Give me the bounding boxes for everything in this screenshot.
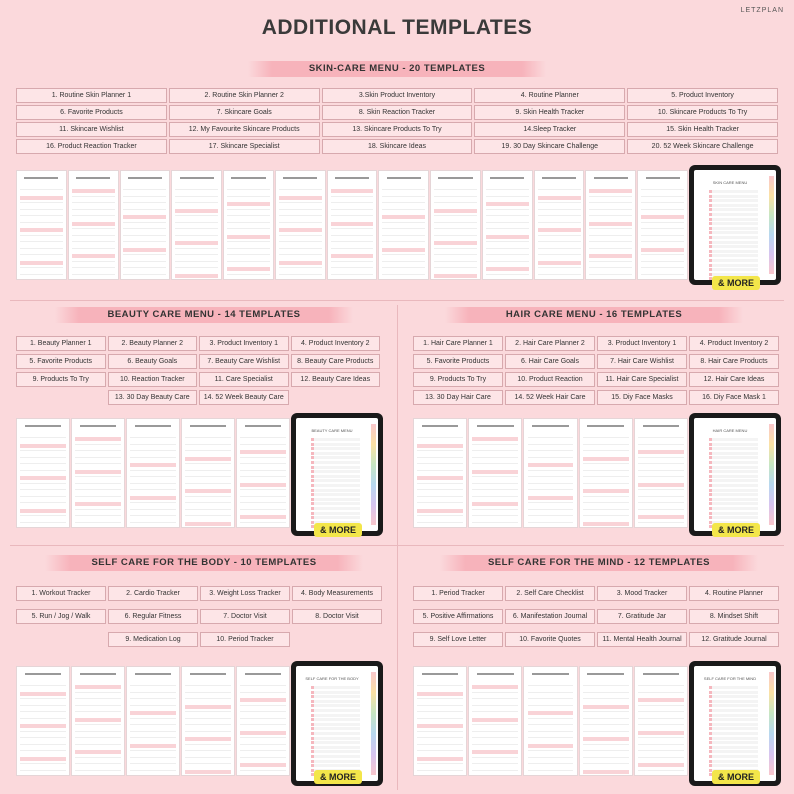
beauty-more-badge: & MORE xyxy=(314,523,362,537)
column-divider xyxy=(397,305,398,790)
template-page-preview xyxy=(223,170,274,280)
menu-row xyxy=(709,512,758,515)
template-list-item: 20. 52 Week Skincare Challenge xyxy=(627,139,778,154)
template-list-item: 8. Doctor Visit xyxy=(292,609,382,624)
template-page-preview xyxy=(523,418,577,528)
menu-row xyxy=(709,452,758,455)
body-tablet-preview xyxy=(291,661,383,786)
template-list-item: 9. Products To Try xyxy=(413,372,503,387)
template-list-item: 13. 30 Day Beauty Care xyxy=(108,390,198,405)
template-list-item: 14. 52 Week Hair Care xyxy=(505,390,595,405)
mind-menu-screen-title: SELF CARE FOR THE MIND xyxy=(703,676,757,681)
beauty-tablet-preview xyxy=(291,413,383,536)
menu-row xyxy=(311,443,360,446)
menu-row xyxy=(709,760,758,763)
template-page-preview xyxy=(16,418,70,528)
template-list-item: 3. Product Inventory 1 xyxy=(199,336,289,351)
template-list-item: 8. Hair Care Products xyxy=(689,354,779,369)
template-page-preview xyxy=(523,666,577,776)
menu-row xyxy=(709,493,758,496)
menu-row xyxy=(311,691,360,694)
menu-row xyxy=(311,438,360,441)
menu-row xyxy=(709,709,758,712)
skin-menu-screen xyxy=(694,170,776,280)
section-divider xyxy=(10,545,784,546)
menu-row xyxy=(311,750,360,753)
menu-row xyxy=(311,709,360,712)
template-page-preview xyxy=(482,170,533,280)
template-page-preview xyxy=(120,170,171,280)
menu-row xyxy=(709,718,758,721)
menu-row xyxy=(311,466,360,469)
menu-row xyxy=(311,686,360,689)
menu-row xyxy=(311,507,360,510)
hair-template-previews xyxy=(413,418,689,528)
template-list-item: 12. Hair Care Ideas xyxy=(689,372,779,387)
menu-row xyxy=(709,456,758,459)
template-list-item: 7. Hair Care Wishlist xyxy=(597,354,687,369)
menu-row xyxy=(311,764,360,767)
menu-row xyxy=(311,470,360,473)
tab-strip xyxy=(769,672,774,775)
template-list-item: 13. 30 Day Hair Care xyxy=(413,390,503,405)
template-page-preview xyxy=(579,666,633,776)
mind-more-badge: & MORE xyxy=(712,770,760,784)
template-list-item: 1. Beauty Planner 1 xyxy=(16,336,106,351)
template-list-item: 11. Hair Care Specialist xyxy=(597,372,687,387)
menu-row xyxy=(709,484,758,487)
menu-row xyxy=(709,695,758,698)
template-page-preview xyxy=(413,666,467,776)
menu-row xyxy=(709,190,758,193)
template-page-preview xyxy=(579,418,633,528)
beauty-template-previews xyxy=(16,418,291,528)
template-list-item: 7. Doctor Visit xyxy=(200,609,290,624)
menu-row xyxy=(311,704,360,707)
hair-template-list xyxy=(413,336,779,405)
menu-row xyxy=(311,447,360,450)
template-list-item: 19. 30 Day Skincare Challenge xyxy=(474,139,625,154)
template-page-preview xyxy=(181,666,235,776)
template-list-item: 8. Skin Reaction Tracker xyxy=(322,105,473,120)
template-list-item: 10. Favorite Quotes xyxy=(505,632,595,647)
template-page-preview xyxy=(16,170,67,280)
menu-row xyxy=(709,245,758,248)
template-list-item: 1. Routine Skin Planner 1 xyxy=(16,88,167,103)
menu-row xyxy=(709,254,758,257)
menu-row xyxy=(311,695,360,698)
template-page-preview xyxy=(71,418,125,528)
template-page-preview xyxy=(126,418,180,528)
template-list-item: 2. Routine Skin Planner 2 xyxy=(169,88,320,103)
menu-row xyxy=(311,760,360,763)
body-section-title: SELF CARE FOR THE BODY - 10 TEMPLATES xyxy=(45,555,363,571)
template-list-item: 12. My Favourite Skincare Products xyxy=(169,122,320,137)
body-template-previews xyxy=(16,666,291,776)
template-list-item: 6. Beauty Goals xyxy=(108,354,198,369)
menu-row xyxy=(709,714,758,717)
template-list-item: 16. Diy Face Mask 1 xyxy=(689,390,779,405)
menu-row xyxy=(311,489,360,492)
tab-strip xyxy=(769,424,774,525)
menu-row xyxy=(709,241,758,244)
menu-row xyxy=(311,452,360,455)
template-list-item: 2. Cardio Tracker xyxy=(108,586,198,601)
menu-row xyxy=(311,746,360,749)
menu-row xyxy=(311,516,360,519)
menu-row xyxy=(311,741,360,744)
menu-row xyxy=(709,507,758,510)
beauty-template-list xyxy=(16,336,380,405)
template-list-item: 3. Weight Loss Tracker xyxy=(200,586,290,601)
brand-logo-text: LETZPLAN xyxy=(740,7,784,14)
template-list-item: 2. Self Care Checklist xyxy=(505,586,595,601)
template-page-preview xyxy=(378,170,429,280)
template-page-preview xyxy=(71,666,125,776)
menu-row xyxy=(709,741,758,744)
template-list-item: 6. Manifestation Journal xyxy=(505,609,595,624)
menu-row xyxy=(311,714,360,717)
template-list-item: 4. Product Inventory 2 xyxy=(291,336,381,351)
menu-row xyxy=(709,516,758,519)
skin-section-title: SKIN-CARE MENU - 20 TEMPLATES xyxy=(248,61,546,77)
mind-tablet-preview xyxy=(689,661,781,786)
menu-row xyxy=(709,479,758,482)
menu-row xyxy=(709,746,758,749)
hair-menu-screen-title: HAIR CARE MENU xyxy=(712,428,748,433)
template-list-item: 18. Skincare Ideas xyxy=(322,139,473,154)
mind-template-list xyxy=(413,586,779,647)
template-list-item: 10. Skincare Products To Try xyxy=(627,105,778,120)
menu-row xyxy=(709,218,758,221)
tab-strip xyxy=(371,672,376,775)
template-list-item: 11. Care Specialist xyxy=(199,372,289,387)
template-page-preview xyxy=(585,170,636,280)
skin-tablet-preview xyxy=(689,165,781,285)
menu-row xyxy=(311,727,360,730)
template-list-item: 9. Medication Log xyxy=(108,632,198,647)
template-page-preview xyxy=(16,666,70,776)
template-list-item: 10. Period Tracker xyxy=(200,632,290,647)
template-page-preview xyxy=(126,666,180,776)
template-list-item: 17. Skincare Specialist xyxy=(169,139,320,154)
menu-row xyxy=(709,208,758,211)
menu-row xyxy=(709,755,758,758)
template-list-item: 2. Beauty Planner 2 xyxy=(108,336,198,351)
template-list-item: 4. Routine Planner xyxy=(689,586,779,601)
menu-row xyxy=(709,213,758,216)
template-list-item: 7. Skincare Goals xyxy=(169,105,320,120)
template-list-item: 14. 52 Week Beauty Care xyxy=(199,390,289,405)
menu-row xyxy=(709,231,758,234)
menu-row xyxy=(709,732,758,735)
template-list-item: 7. Beauty Care Wishlist xyxy=(199,354,289,369)
skin-template-previews xyxy=(16,170,689,280)
template-list-item: 13. Skincare Products To Try xyxy=(322,122,473,137)
menu-row xyxy=(709,264,758,267)
body-menu-screen xyxy=(296,666,378,781)
menu-row xyxy=(709,199,758,202)
body-menu-screen-title: SELF CARE FOR THE BODY xyxy=(305,676,359,681)
menu-row xyxy=(709,700,758,703)
menu-row xyxy=(709,489,758,492)
template-list-item: 5. Run / Jog / Walk xyxy=(16,609,106,624)
template-page-preview xyxy=(413,418,467,528)
menu-row xyxy=(709,222,758,225)
menu-row xyxy=(709,268,758,271)
tab-strip xyxy=(769,176,774,274)
menu-row xyxy=(709,502,758,505)
template-page-preview xyxy=(275,170,326,280)
section-divider xyxy=(10,300,784,301)
template-list-item: 11. Skincare Wishlist xyxy=(16,122,167,137)
tab-strip xyxy=(371,424,376,525)
template-list-item: 5. Favorite Products xyxy=(16,354,106,369)
menu-row xyxy=(311,475,360,478)
template-list-item: 4. Product Inventory 2 xyxy=(689,336,779,351)
template-page-preview xyxy=(468,666,522,776)
hair-tablet-preview xyxy=(689,413,781,536)
template-page-preview xyxy=(236,666,290,776)
menu-row xyxy=(709,704,758,707)
mind-menu-screen xyxy=(694,666,776,781)
template-list-item: 6. Regular Fitness xyxy=(108,609,198,624)
template-list-item: 5. Positive Affirmations xyxy=(413,609,503,624)
template-list-item: 15. Diy Face Masks xyxy=(597,390,687,405)
template-page-preview xyxy=(634,666,688,776)
menu-row xyxy=(311,479,360,482)
beauty-menu-screen-title: BEAUTY CARE MENU xyxy=(311,428,353,433)
template-list-item: 4. Routine Planner xyxy=(474,88,625,103)
body-template-list xyxy=(16,586,382,647)
menu-row xyxy=(709,470,758,473)
template-list-item: 12. Beauty Care Ideas xyxy=(291,372,381,387)
menu-row xyxy=(311,755,360,758)
beauty-section-title: BEAUTY CARE MENU - 14 TEMPLATES xyxy=(55,307,353,323)
hair-menu-screen xyxy=(694,418,776,531)
beauty-menu-screen xyxy=(296,418,378,531)
mind-template-previews xyxy=(413,666,689,776)
menu-row xyxy=(709,764,758,767)
menu-row xyxy=(709,236,758,239)
template-list-item: 12. Gratitude Journal xyxy=(689,632,779,647)
menu-row xyxy=(709,686,758,689)
template-list-item: 8. Mindset Shift xyxy=(689,609,779,624)
menu-row xyxy=(709,475,758,478)
template-list-item: 6. Hair Care Goals xyxy=(505,354,595,369)
menu-row xyxy=(709,443,758,446)
template-list-item: 5. Favorite Products xyxy=(413,354,503,369)
menu-row xyxy=(709,737,758,740)
menu-row xyxy=(311,484,360,487)
menu-row xyxy=(311,498,360,501)
template-list-item: 6. Favorite Products xyxy=(16,105,167,120)
page-title: ADDITIONAL TEMPLATES xyxy=(261,16,533,39)
mind-section-title: SELF CARE FOR THE MIND - 12 TEMPLATES xyxy=(440,555,758,571)
template-list-item: 9. Self Love Letter xyxy=(413,632,503,647)
menu-row xyxy=(709,498,758,501)
template-list-item: 16. Product Reaction Tracker xyxy=(16,139,167,154)
menu-row xyxy=(311,718,360,721)
menu-row xyxy=(709,259,758,262)
menu-row xyxy=(709,466,758,469)
menu-row xyxy=(709,195,758,198)
template-list-item: 9. Products To Try xyxy=(16,372,106,387)
template-page-preview xyxy=(327,170,378,280)
template-page-preview xyxy=(430,170,481,280)
template-list-item: 3.Skin Product Inventory xyxy=(322,88,473,103)
menu-row xyxy=(311,461,360,464)
template-page-preview xyxy=(181,418,235,528)
menu-row xyxy=(311,737,360,740)
menu-row xyxy=(709,250,758,253)
menu-row xyxy=(709,204,758,207)
template-page-preview xyxy=(637,170,688,280)
template-list-item: 10. Reaction Tracker xyxy=(108,372,198,387)
template-list-item: 3. Mood Tracker xyxy=(597,586,687,601)
menu-row xyxy=(311,723,360,726)
template-list-item: 5. Product Inventory xyxy=(627,88,778,103)
template-list-item: 9. Skin Health Tracker xyxy=(474,105,625,120)
template-page-preview xyxy=(236,418,290,528)
template-list-item: 7. Gratitude Jar xyxy=(597,609,687,624)
template-list-item: 14.Sleep Tracker xyxy=(474,122,625,137)
skin-template-list xyxy=(16,88,778,154)
menu-row xyxy=(311,512,360,515)
template-list-item: 3. Product Inventory 1 xyxy=(597,336,687,351)
template-page-preview xyxy=(634,418,688,528)
template-list-item: 10. Product Reaction xyxy=(505,372,595,387)
template-page-preview xyxy=(534,170,585,280)
menu-row xyxy=(709,723,758,726)
template-list-item: 15. Skin Health Tracker xyxy=(627,122,778,137)
skin-more-badge: & MORE xyxy=(712,276,760,290)
template-list-item: 2. Hair Care Planner 2 xyxy=(505,336,595,351)
menu-row xyxy=(709,447,758,450)
menu-row xyxy=(709,691,758,694)
skin-menu-screen-title: SKIN CARE MENU xyxy=(712,180,748,185)
template-list-item: 1. Period Tracker xyxy=(413,586,503,601)
menu-row xyxy=(709,727,758,730)
body-more-badge: & MORE xyxy=(314,770,362,784)
menu-row xyxy=(709,227,758,230)
template-page-preview xyxy=(468,418,522,528)
menu-row xyxy=(311,732,360,735)
template-list-item: 4. Body Measurements xyxy=(292,586,382,601)
menu-row xyxy=(311,502,360,505)
template-list-item: 8. Beauty Care Products xyxy=(291,354,381,369)
template-list-item: 1. Hair Care Planner 1 xyxy=(413,336,503,351)
menu-row xyxy=(311,700,360,703)
hair-more-badge: & MORE xyxy=(712,523,760,537)
hair-section-title: HAIR CARE MENU - 16 TEMPLATES xyxy=(445,307,743,323)
menu-row xyxy=(311,493,360,496)
template-list-item: 1. Workout Tracker xyxy=(16,586,106,601)
menu-row xyxy=(709,438,758,441)
menu-row xyxy=(709,750,758,753)
menu-row xyxy=(311,456,360,459)
template-page-preview xyxy=(68,170,119,280)
template-page-preview xyxy=(171,170,222,280)
menu-row xyxy=(709,461,758,464)
template-list-item: 11. Mental Health Journal xyxy=(597,632,687,647)
